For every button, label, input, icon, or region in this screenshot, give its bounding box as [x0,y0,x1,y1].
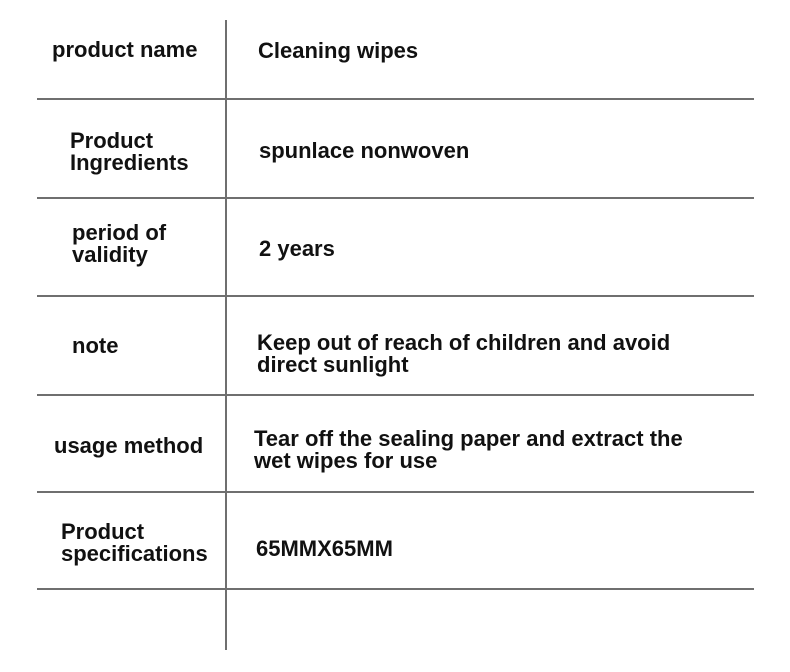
product-ingredients-value: spunlace nonwoven [259,138,470,163]
usage-method-value: Tear off the sealing paper and extract the wet wipes for use [254,426,683,473]
period-of-validity-label: period of validity [72,220,167,267]
product-specifications-label: Product specifications [61,519,208,566]
row-divider [37,588,754,590]
row-divider [37,295,754,297]
row-divider [37,394,754,396]
usage-method-label: usage method [54,433,204,458]
note-value: Keep out of reach of children and avoid direct sunlight [257,330,671,377]
product-specifications-value: 65MMX65MM [256,536,393,561]
row-divider [37,491,754,493]
note-label: note [72,333,119,358]
row-divider [37,98,754,100]
product-name-label: product name [52,37,198,62]
product-ingredients-label: Product Ingredients [70,128,189,175]
period-of-validity-value: 2 years [259,236,335,261]
product-name-value: Cleaning wipes [258,38,419,63]
column-divider [225,20,227,650]
row-divider [37,197,754,199]
